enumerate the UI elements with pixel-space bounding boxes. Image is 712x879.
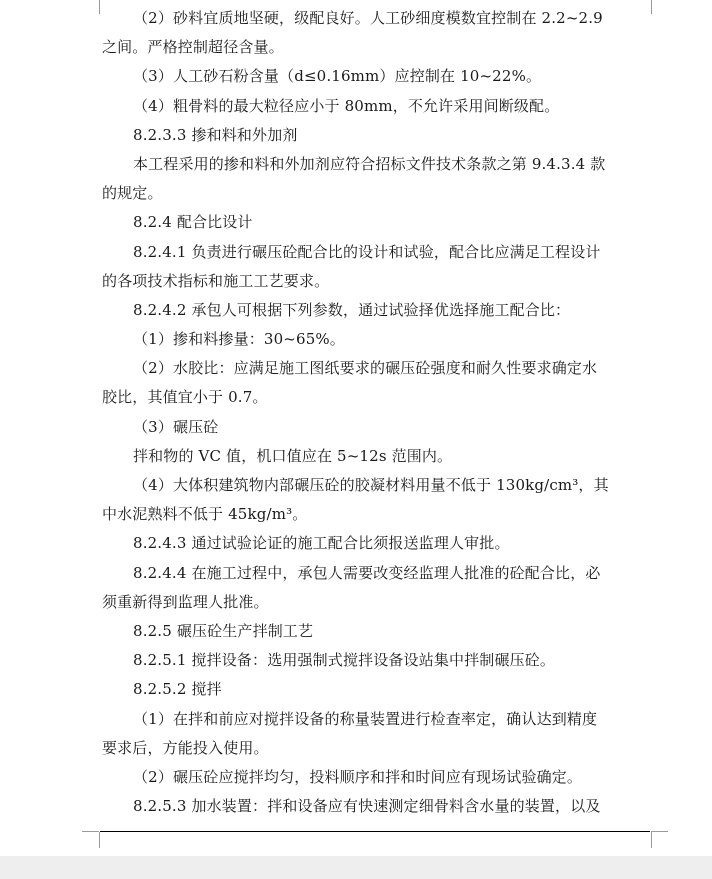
text-line: 中水泥熟料不低于 45kg/m³。	[102, 505, 308, 524]
footer-rule	[100, 831, 650, 832]
text-line: 之间。严格控制超径含量。	[102, 38, 284, 57]
text-line: 8.2.5.3 加水装置：拌和设备应有快速测定细骨料含水量的装置，以及	[133, 797, 601, 816]
text-line: 拌和物的 VC 值，机口值应在 5~12s 范围内。	[133, 446, 453, 465]
text-line: （4）粗骨料的最大粒径应小于 80mm，不允许采用间断级配。	[133, 96, 560, 115]
text-line: 8.2.4.4 在施工过程中，承包人需要改变经监理人批准的砼配合比，必	[133, 563, 601, 582]
text-line: （4）大体积建筑物内部碾压砼的胶凝材料用量不低于 130kg/cm³，其	[133, 476, 609, 494]
text-line: 8.2.4.1 负责进行碾压砼配合比的设计和试验，配合比应满足工程设计	[133, 242, 601, 261]
text-line: 本工程采用的掺和料和外加剂应符合招标文件技术条款之第 9.4.3.4 款	[133, 154, 606, 173]
document-body	[102, 4, 650, 821]
text-line: （2）砂料宜质地坚硬，级配良好。人工砂细度模数宜控制在 2.2~2.9	[133, 9, 603, 27]
text-line: 8.2.4.3 通过试验论证的施工配合比须报送监理人审批。	[133, 534, 510, 553]
text-line: 8.2.4 配合比设计	[133, 213, 253, 232]
text-line: （3）碾压砼	[133, 417, 219, 436]
text-line: 要求后，方能投入使用。	[102, 738, 269, 757]
page-gap	[0, 856, 712, 879]
text-line: 8.2.5.2 搅拌	[133, 680, 222, 699]
text-line: 须重新得到监理人批准。	[102, 592, 269, 611]
text-line: 8.2.4.2 承包人可根据下列参数，通过试验择优选择施工配合比：	[133, 300, 571, 319]
crop-mark-bottom-left-v	[99, 832, 100, 848]
text-line: 8.2.5 碾压砼生产拌制工艺	[133, 621, 314, 640]
text-line: 8.2.5.1 搅拌设备：选用强制式搅拌设备设站集中拌制碾压砼。	[133, 651, 556, 670]
crop-mark-top-right-v	[651, 0, 652, 14]
text-line: 的规定。	[102, 184, 163, 203]
text-line: （3）人工砂石粉含量（d≤0.16mm）应控制在 10~22%。	[133, 67, 542, 86]
crop-mark-bottom-right-h	[651, 831, 668, 832]
crop-mark-top-left-v	[99, 0, 100, 14]
text-line: 8.2.3.3 掺和料和外加剂	[133, 125, 298, 144]
crop-mark-bottom-left-h	[82, 831, 99, 832]
crop-mark-bottom-right-v	[651, 832, 652, 848]
text-line: （2）碾压砼应搅拌均匀，投料顺序和拌和时间应有现场试验确定。	[133, 767, 583, 786]
text-line: （1）掺和料掺量：30~65%。	[133, 330, 345, 349]
text-line: （1）在拌和前应对搅拌设备的称量装置进行检查率定，确认达到精度	[133, 709, 598, 728]
text-line: 的各项技术指标和施工工艺要求。	[102, 271, 330, 290]
text-line: 胶比，其值宜小于 0.7。	[102, 388, 268, 407]
text-line: （2）水胶比：应满足施工图纸要求的碾压砼强度和耐久性要求确定水	[133, 359, 598, 378]
